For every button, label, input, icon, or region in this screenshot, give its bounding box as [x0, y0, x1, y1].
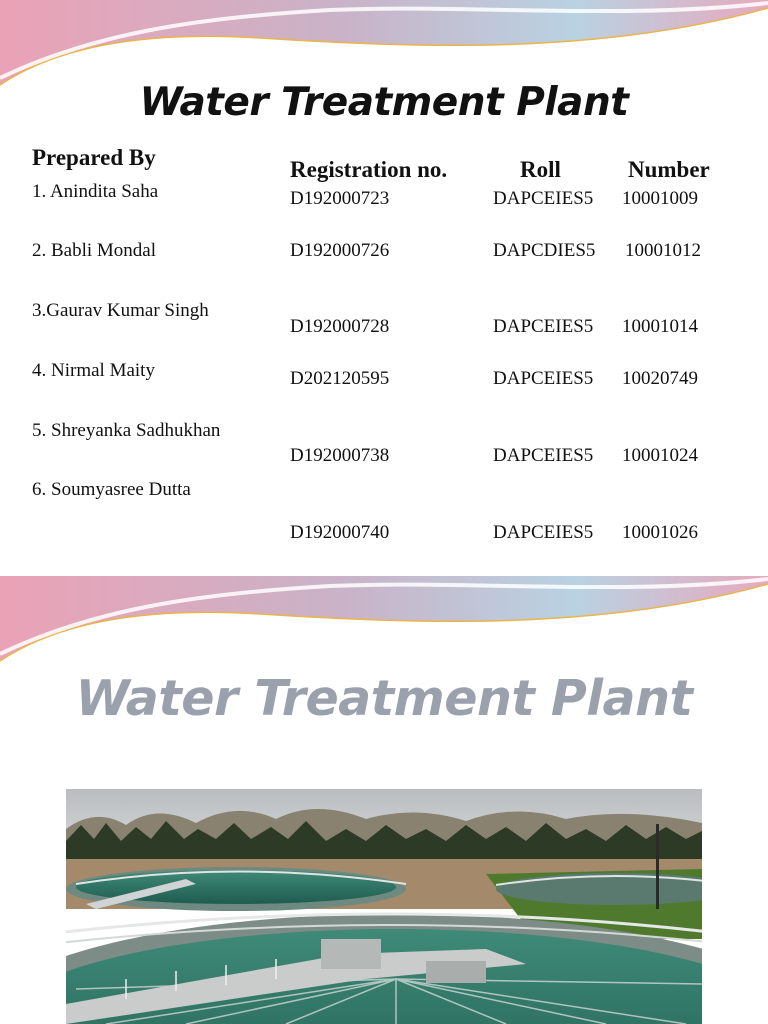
- registration-value: D192000723: [290, 188, 390, 209]
- member-name: 1. Anindita Saha: [32, 181, 159, 202]
- decorative-wave-header: [0, 576, 768, 671]
- member-name: 4. Nirmal Maity: [32, 360, 155, 381]
- member-name: 6. Soumyasree Dutta: [32, 479, 191, 500]
- registration-header: Registration no.: [290, 157, 448, 182]
- registration-value: D192000726: [290, 240, 390, 261]
- number-value: 10020749: [622, 368, 698, 389]
- registration-value: D192000728: [290, 316, 390, 337]
- roll-value: DAPCEIES5: [493, 316, 594, 337]
- roll-value: DAPCEIES5: [493, 188, 594, 209]
- registration-value: D202120595: [290, 368, 390, 389]
- water-treatment-plant-photo: [66, 789, 702, 1024]
- slide-title: Water Treatment Plant: [75, 670, 693, 727]
- roll-value: DAPCDIES5: [493, 240, 596, 261]
- number-value: 10001012: [625, 240, 701, 261]
- number-value: 10001014: [622, 316, 698, 337]
- number-header: Number: [628, 157, 710, 182]
- number-value: 10001024: [622, 445, 698, 466]
- slide-2: [0, 576, 768, 1024]
- registration-value: D192000738: [290, 445, 390, 466]
- member-name: 2. Babli Mondal: [32, 240, 157, 261]
- registration-value: D192000740: [290, 522, 390, 543]
- roll-value: DAPCEIES5: [493, 368, 594, 389]
- roll-value: DAPCEIES5: [493, 522, 594, 543]
- member-name: 3.Gaurav Kumar Singh: [32, 300, 209, 321]
- slide-title: Water Treatment Plant: [139, 80, 629, 125]
- number-value: 10001026: [622, 522, 698, 543]
- number-value: 10001009: [622, 188, 698, 209]
- member-name: 5. Shreyanka Sadhukhan: [32, 420, 221, 441]
- roll-header: Roll: [520, 157, 561, 182]
- roll-value: DAPCEIES5: [493, 445, 594, 466]
- prepared-by-label: Prepared By: [32, 145, 156, 170]
